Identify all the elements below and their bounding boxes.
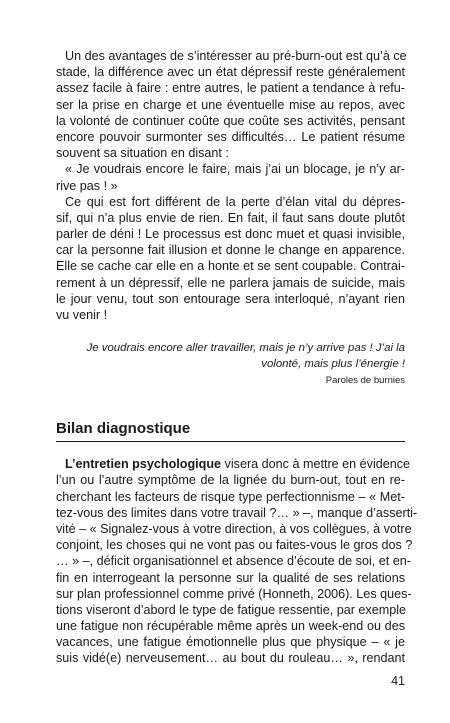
text-line (56, 456, 411, 472)
first-line-rest: visera donc à mettre en évidence (221, 457, 411, 472)
page-number: 41 (391, 674, 405, 688)
text-line: car la personne fait illusion et donne le change en apparence. (56, 243, 405, 258)
epigraph (56, 341, 405, 386)
paragraph-depression (56, 194, 405, 324)
text-line: suis vidé(e) nerveusement… au bout du rouleau… », rendant (56, 651, 405, 666)
text-line: fin en interrogeant la personne sur la qualité de ses relations (56, 570, 405, 585)
text-line: ser la prise en charge et une éventuelle mise au repos, avec (56, 97, 405, 112)
text-line: cherchant les facteurs de risque type perfectionnisme – « Met- (56, 489, 405, 504)
patient-quote (56, 161, 405, 193)
epigraph-line: volonté, mais plus l’énergie ! (261, 357, 405, 370)
text-line: parler de déni ! Le processus est donc muet et quasi invisible, (56, 227, 405, 242)
text-line: Un des avantages de s’intéresser au pré-burn-out est qu’à ce (65, 49, 407, 63)
text-line: une fatigue non récupérable même après un week-end ou des (56, 619, 405, 634)
text-line: Elle se cache car elle en a honte et se sent coupable. Contrai- (56, 259, 405, 274)
section-heading: Bilan diagnostique (56, 420, 405, 442)
text-line: la volonté de continuer coûte que coûte ses activités, pensant (56, 113, 405, 128)
text-line: l’un ou l’autre symptôme de la lignée du burn-out, tout en re- (56, 473, 405, 488)
text-line: encore pouvoir surmonter ses difficultés… Le patient résume (56, 129, 405, 144)
text-line: Ce qui est fort différent de la perte d’élan vital du dépres- (65, 194, 405, 209)
text-line: le jour venu, tout son entourage sera interloqué, n’ayant rien (56, 291, 405, 306)
text-line: rive pas ! » (56, 178, 118, 193)
text-line: assez facile à faire : entre autres, le patient a tendance à refu- (56, 81, 405, 96)
text-line: souvent sa situation en disant : (56, 146, 229, 161)
text-line: … » –, déficit organisationnel et absence d’écoute de soi, et en- (56, 554, 411, 569)
text-line: sur plan professionnel comme privé (Honneth, 2006). Les ques- (56, 586, 412, 601)
bold-lead: L’entretien psychologique (65, 457, 222, 472)
page-body (56, 48, 418, 667)
text-line: vacances, une fatigue émotionnelle plus que physique – « je (56, 635, 405, 650)
epigraph-line: Je voudrais encore aller travailler, mais je n’y arrive pas ! J’ai la (86, 342, 405, 355)
text-line: vité – « Signalez-vous à votre direction, à vos collègues, à votre (56, 521, 412, 536)
paragraph-prebournout (56, 48, 405, 161)
text-line: tez-vous des limites dans votre travail ?… » –, manque d’asserti- (56, 505, 418, 520)
paragraph-entretien (56, 456, 418, 666)
text-line: stade, la différence avec un état dépressif reste généralement (56, 65, 405, 80)
text-line: conjoint, les choses qui ne vont pas ou faites-vous le gros dos ? (56, 538, 413, 553)
text-line: vu venir ! (56, 308, 108, 322)
text-line: tions viseront d’abord le type de fatigue ressentie, par exemple (56, 602, 407, 617)
text-line: sif, qui n’a plus envie de rien. En fait, il faut sans doute plutôt (56, 210, 405, 225)
text-line: « Je voudrais encore le faire, mais j’ai un blocage, je n’y ar- (65, 162, 405, 177)
epigraph-source: Paroles de burnies (325, 375, 405, 387)
text-line: rement à un dépressif, elle ne parlera jamais de suicide, mais (56, 275, 405, 290)
